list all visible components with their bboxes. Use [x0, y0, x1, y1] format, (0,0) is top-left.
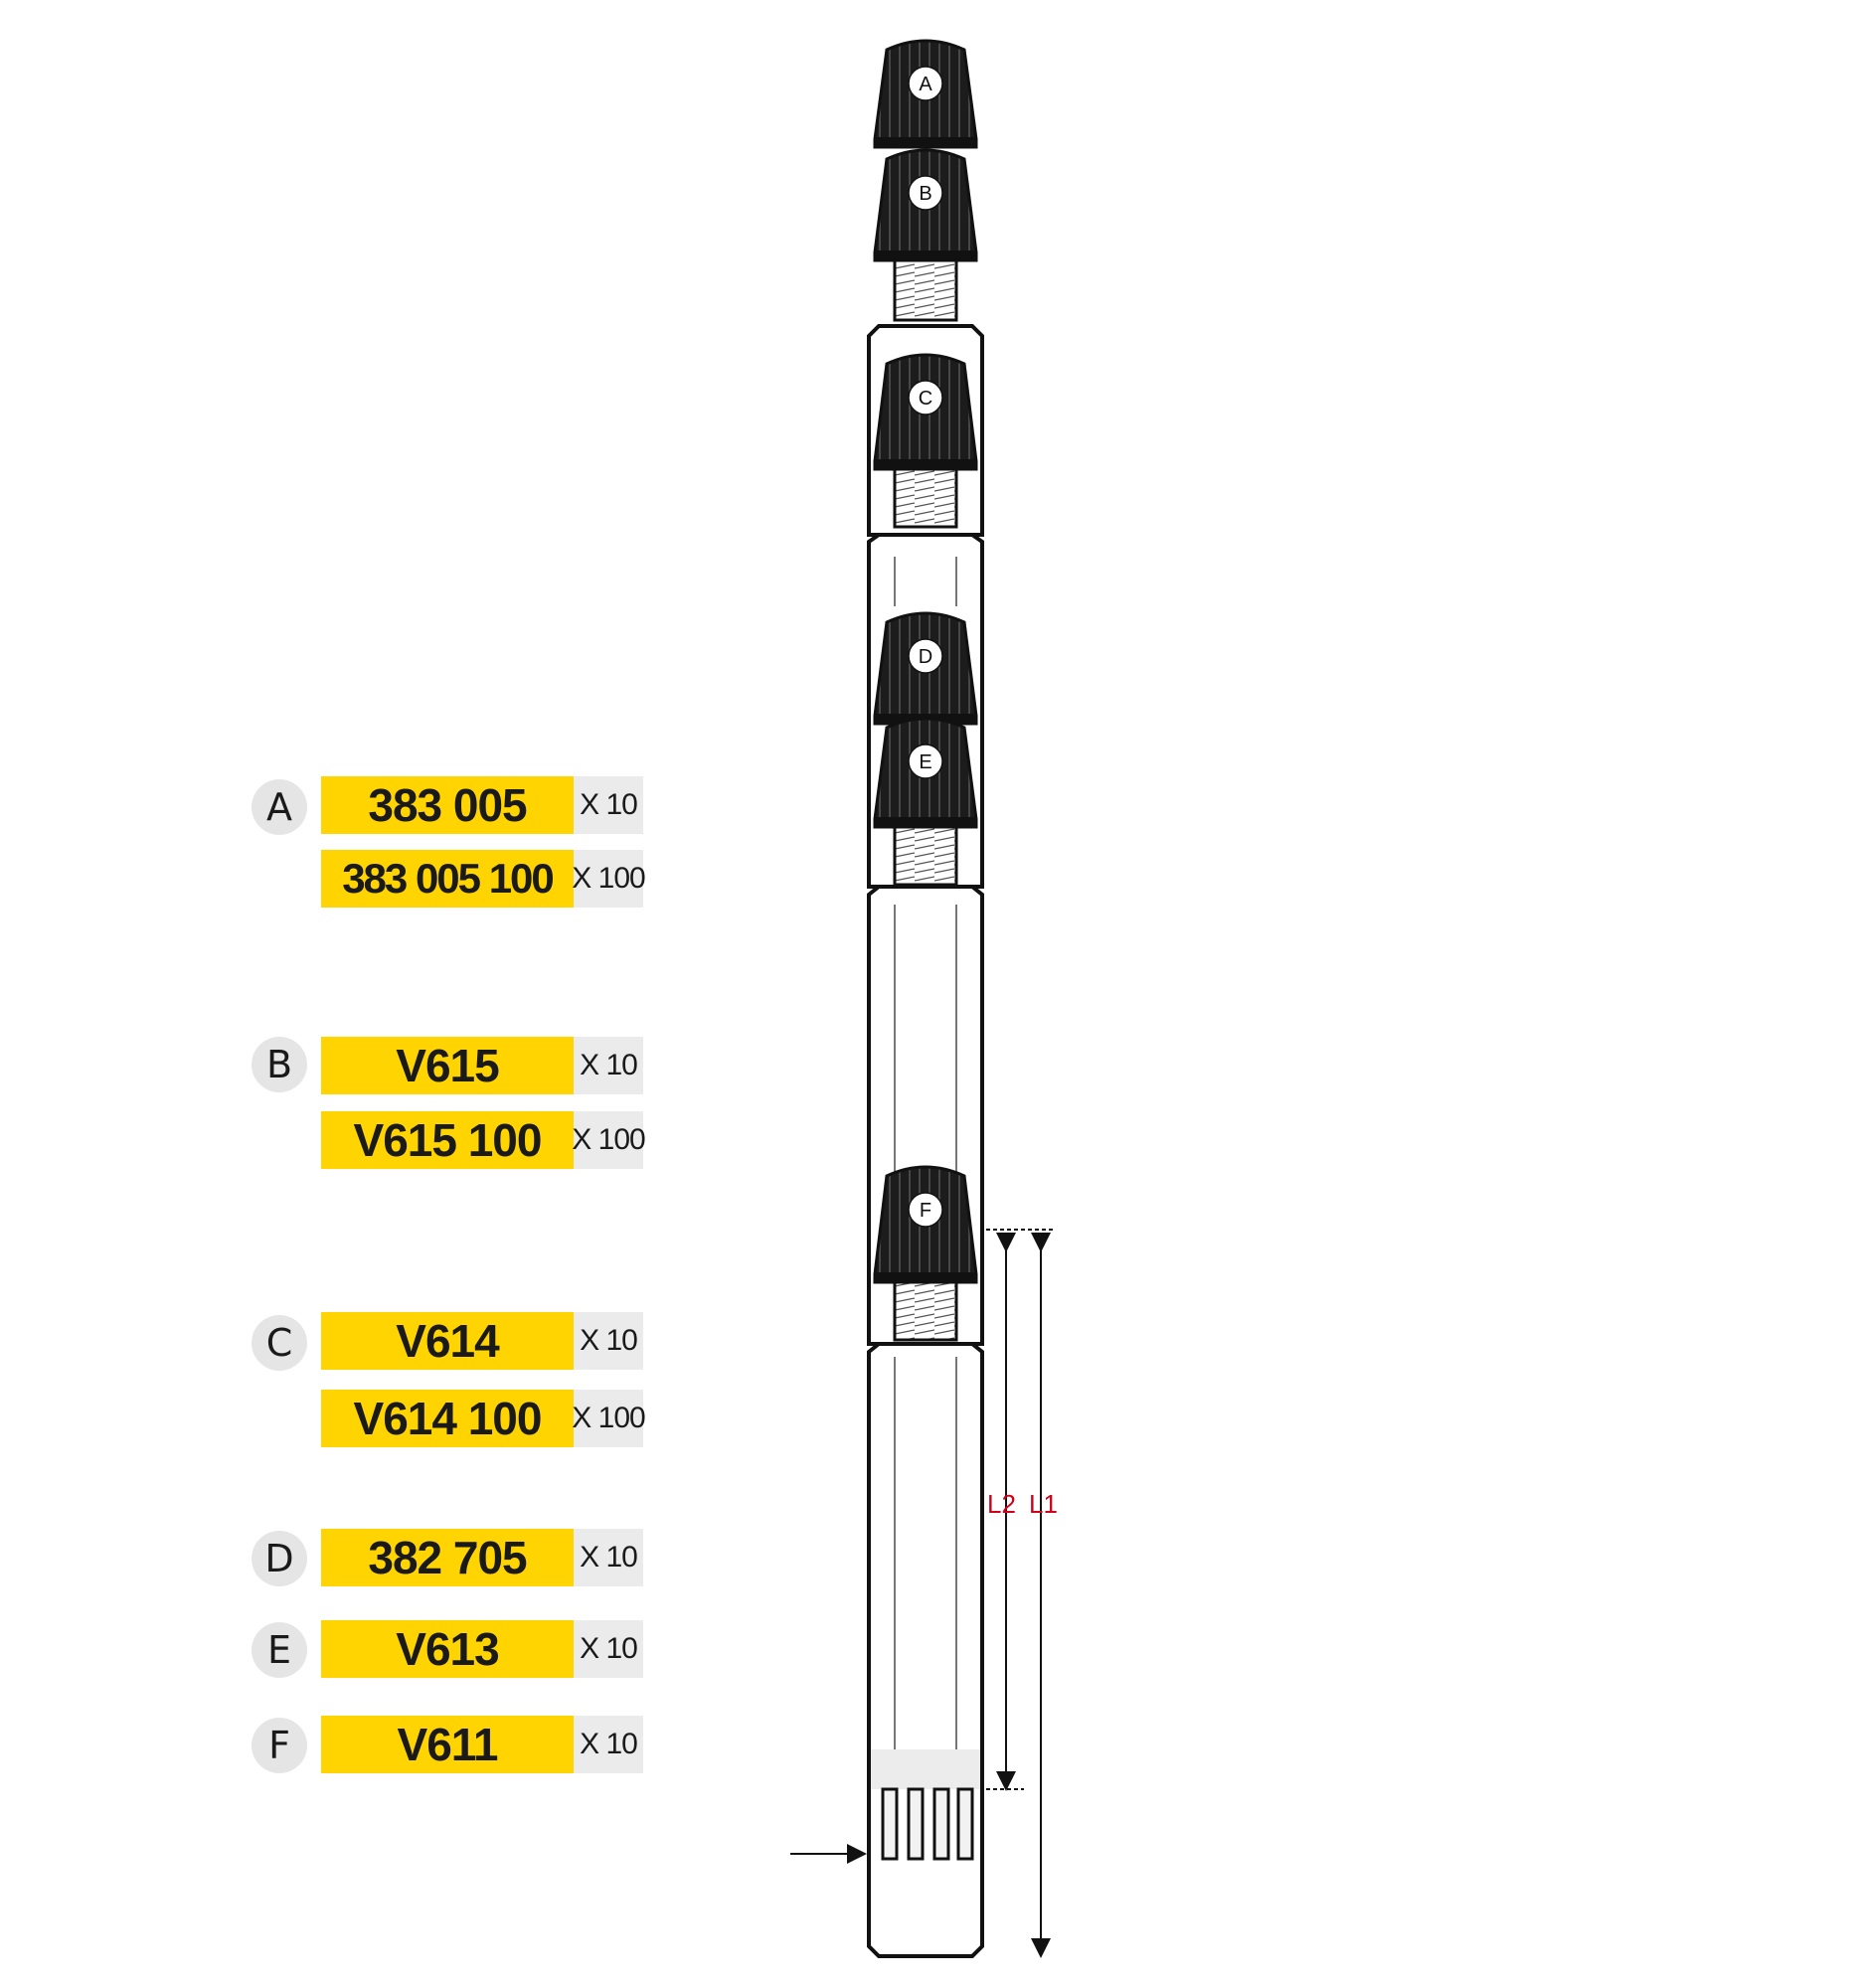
- valve-cap-d: [875, 613, 976, 724]
- valve-cap-b: [875, 150, 976, 260]
- qty-a-10: X 10: [574, 776, 643, 834]
- badge-f: F: [252, 1718, 307, 1773]
- qty-d-10: X 10: [574, 1529, 643, 1586]
- badge-b: B: [252, 1037, 307, 1092]
- tube-segment-4: [869, 1344, 982, 1956]
- badge-e: E: [252, 1622, 307, 1678]
- badge-c: C: [252, 1315, 307, 1371]
- qty-f-10: X 10: [574, 1716, 643, 1773]
- extension-tube: [869, 326, 982, 1956]
- code-e-10: V613: [321, 1620, 574, 1678]
- valve-cap-e: [875, 719, 976, 827]
- code-a-10: 383 005: [321, 776, 574, 834]
- code-c-10: V614: [321, 1312, 574, 1370]
- qty-b-10: X 10: [574, 1037, 643, 1094]
- valve-cap-f: [875, 1167, 976, 1282]
- thread-b: [895, 260, 956, 320]
- l2-label: L2: [987, 1489, 1016, 1519]
- qty-b-100: X 100: [574, 1111, 643, 1169]
- qty-a-100: X 100: [574, 850, 643, 908]
- cap-letter-label: B: [919, 183, 932, 205]
- badge-d: D: [252, 1531, 307, 1586]
- thread-c: [895, 469, 956, 527]
- code-b-100: V615 100: [321, 1111, 574, 1169]
- code-c-100: V614 100: [321, 1390, 574, 1447]
- thread-f: [895, 1282, 956, 1340]
- cap-letter-label: C: [918, 388, 933, 410]
- qty-e-10: X 10: [574, 1620, 643, 1678]
- code-a-100: 383 005 100: [321, 850, 574, 908]
- qty-c-100: X 100: [574, 1390, 643, 1447]
- qty-c-10: X 10: [574, 1312, 643, 1370]
- l1-label: L1: [1029, 1489, 1058, 1519]
- cap-letter-label: A: [919, 74, 932, 95]
- code-f-10: V611: [321, 1716, 574, 1773]
- cap-letter-label: F: [919, 1200, 932, 1222]
- badge-a: A: [252, 779, 307, 835]
- cap-letter-label: E: [919, 751, 932, 773]
- code-b-10: V615: [321, 1037, 574, 1094]
- valve-cap-c: [875, 355, 976, 469]
- code-d-10: 382 705: [321, 1529, 574, 1586]
- thread-e: [895, 827, 956, 885]
- cap-letter-label: D: [918, 646, 933, 668]
- valve-cap-a: [875, 41, 976, 147]
